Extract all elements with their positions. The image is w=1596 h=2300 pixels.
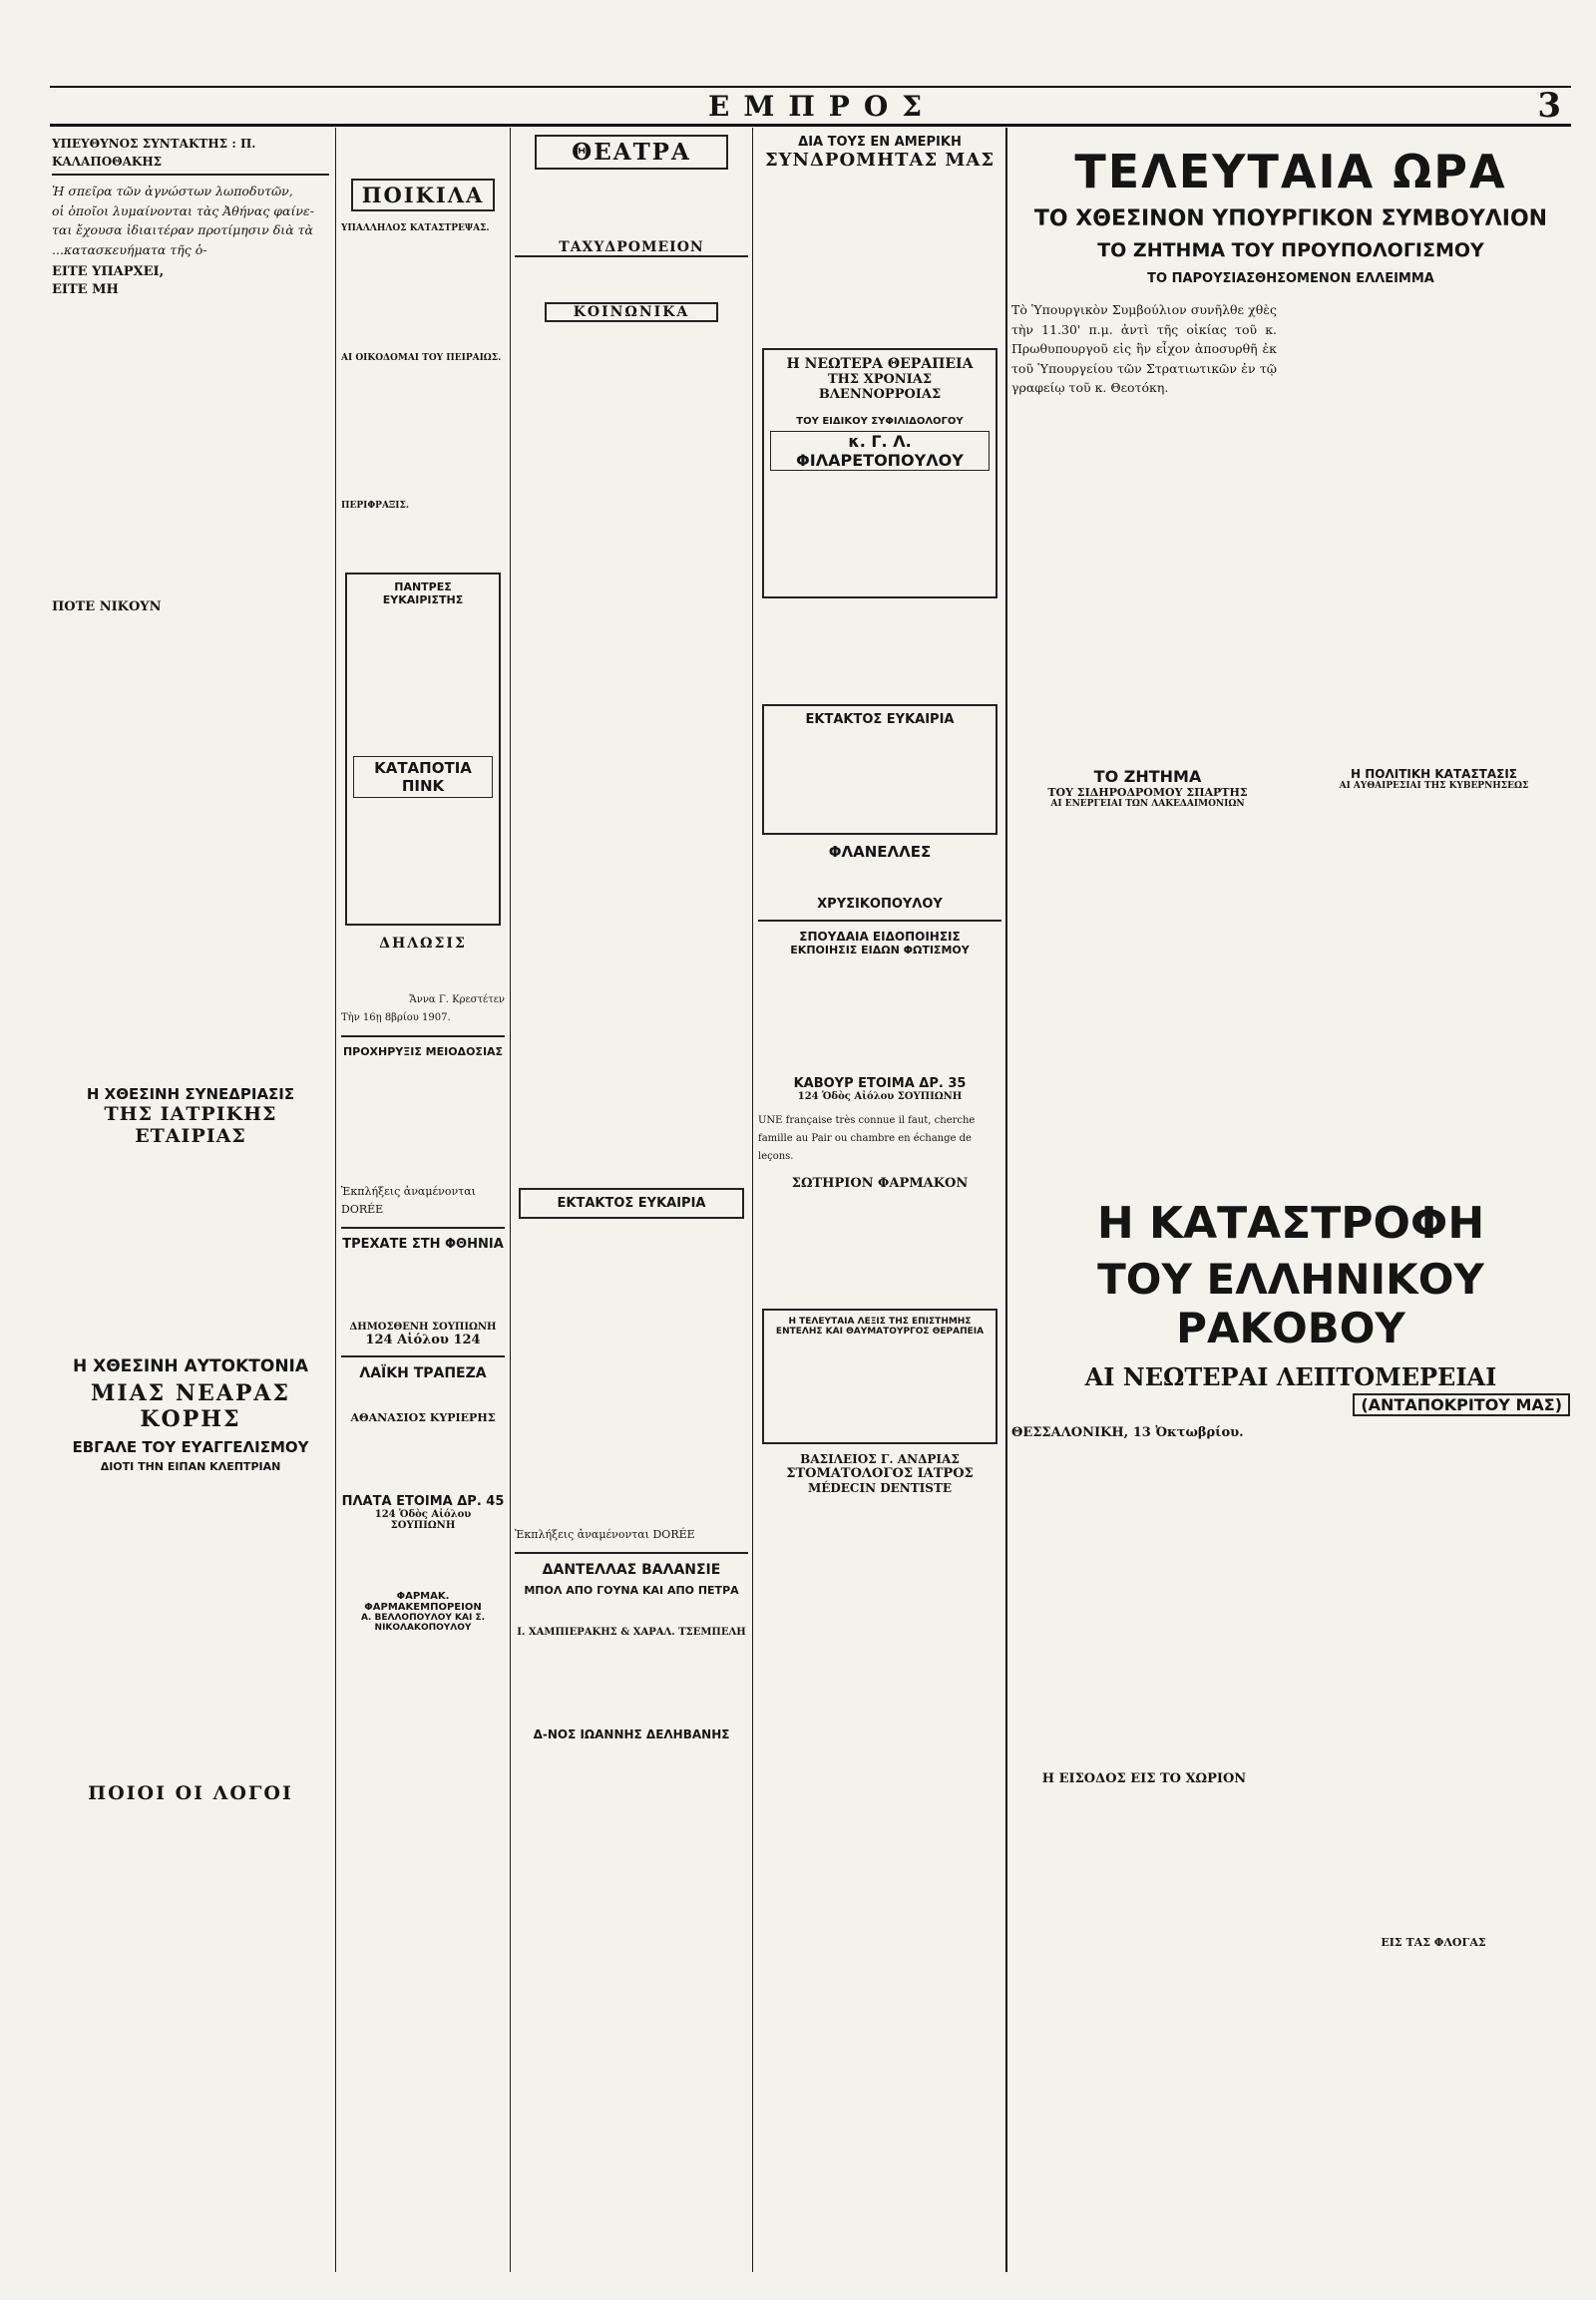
- masthead: [50, 86, 1571, 127]
- article-subheadline: ΑΙ ΑΥΘΑΙΡΕΣΙΑΙ ΤΗΣ ΚΥΒΕΡΝΗΣΕΩΣ: [1339, 780, 1529, 791]
- ad-title: ΠΑΝΤΡΕΣ ΕΥΚΑΙΡΙΣΤΗΣ: [382, 580, 464, 606]
- article-headline: ΜΙΑΣ ΝΕΑΡΑΣ ΚΟΡΗΣ: [90, 1380, 291, 1433]
- ad-title: ΣΩΤΗΡΙΟΝ ΦΑΡΜΑΚΟΝ: [791, 1176, 969, 1191]
- advertisement: [345, 573, 501, 926]
- section-heading: ΤΑΧΥΔΡΟΜΕΙΟΝ: [515, 239, 748, 257]
- ad-subtitle: ΕΝΤΕΛΗΣ ΚΑΙ ΘΑΥΜΑΤΟΥΡΓΟΣ ΘΕΡΑΠΕΙΑ: [775, 1327, 985, 1337]
- shop-name: Ι. ΧΑΜΠΙΕΡΑΚΗΣ & ΧΑΡΑΛ. ΤΣΕΜΠΕΛΗ: [517, 1627, 746, 1638]
- ad-title: Ἐκπλήξεις ἀναμένονται DORÉE: [515, 1528, 695, 1541]
- ad-title: ΤΗΣ ΧΡΟΝΙΑΣ ΒΛΕΝΝΟΡΡΟΙΑΣ: [818, 372, 942, 402]
- byline: ΥΠΕΥΘΥΝΟΣ ΣΥΝΤΑΚΤΗΣ : Π. ΚΑΛΑΠΟΘΑΚΗΣ: [52, 135, 329, 176]
- ad-title: ΦΛΑΝΕΛΛΕΣ: [828, 843, 932, 861]
- section-label: ΕΙΤΕ ΜΗ: [52, 282, 119, 298]
- advertisement: [762, 704, 998, 835]
- ad-subtitle: ΜΠΟΛ ΑΠΟ ΓΟΥΝΑ ΚΑΙ ΑΠΟ ΠΕΤΡΑ: [524, 1584, 739, 1597]
- article-headline: ΔΙΑ ΤΟΥΣ ΕΝ ΑΜΕΡΙΚΗ: [798, 135, 962, 150]
- section-heading: ΠΟΙΚΙΛΑ: [351, 179, 495, 211]
- article-subheadline: ΔΙΟΤΙ ΤΗΝ ΕΙΠΑΝ ΚΛΕΠΤΡΙΑΝ: [100, 1460, 281, 1474]
- advertisement: [762, 1309, 998, 1444]
- ad-title: Η ΝΕΩΤΕΡΑ ΘΕΡΑΠΕΙΑ: [786, 356, 974, 372]
- section-b: [1298, 767, 1570, 809]
- classified-ad: UNE française très connue il faut, cherche famille au Pair ou chambre en échange de leçons.: [758, 1115, 976, 1162]
- ad-title: Ἐκπλήξεις ἀναμένονται DORÉE: [341, 1185, 476, 1216]
- item-heading: ΑΙ ΟΙΚΟΔΟΜΑΙ ΤΟΥ ΠΕΙΡΑΙΩΣ.: [341, 353, 502, 363]
- item-heading: ΠΡΟΧΗΡΥΞΙΣ ΜΕΙΟΔΟΣΙΑΣ: [342, 1045, 504, 1058]
- main-subheadline: ΤΟ ΧΘΕΣΙΝΟΝ ΥΠΟΥΡΓΙΚΟΝ ΣΥΜΒΟΥΛΙΟΝ: [1033, 206, 1548, 231]
- notice-signature: Ἄννα Γ. Κρεστέτεν: [409, 994, 505, 1005]
- ad-title: κ. Γ. Λ. ΦΙΛΑΡΕΤΟΠΟΥΛΟΥ: [770, 431, 990, 471]
- ad-title: ΣΠΟΥΔΑΙΑ ΕΙΔΟΠΟΙΗΣΙΣ: [799, 930, 961, 944]
- section-label: ΠΟΤΕ ΝΙΚΟΥΝ: [52, 599, 162, 615]
- main-subheadline: ΑΙ ΝΕΩΤΕΡΑΙ ΛΕΠΤΟΜΕΡΕΙΑΙ: [1084, 1361, 1497, 1391]
- ad-title: ΤΡΕΧΑΤΕ ΣΤΗ ΦΘΗΝΙΑ: [342, 1237, 504, 1252]
- ad-title: ΚΑΤΑΠΟΤΙΑ ΠΙΝΚ: [353, 756, 493, 798]
- main-headline: ΤΕΛΕΥΤΑΙΑ ΩΡΑ: [1074, 145, 1507, 198]
- section-heading: ΚΟΙΝΩΝΙΚΑ: [545, 302, 718, 322]
- column-divider: [1005, 128, 1007, 2272]
- ad-subtitle: ΤΟΥ ΕΙΔΙΚΟΥ ΣΥΦΙΛΙΔΟΛΟΓΟΥ: [796, 416, 964, 427]
- article-headline: Η ΧΘΕΣΙΝΗ ΑΥΤΟΚΤΟΝΙΑ: [72, 1356, 309, 1377]
- column-divider: [335, 128, 336, 2272]
- ad-subtitle: MÉDECIN DENTISTE: [807, 1481, 953, 1495]
- section-heading: ΘΕΑΤΡΑ: [535, 135, 728, 170]
- article-subheadline: Η ΕΙΣΟΔΟΣ ΕΙΣ ΤΟ ΧΩΡΙΟΝ: [1041, 1770, 1247, 1786]
- ad-title: ΕΚΤΑΚΤΟΣ ΕΥΚΑΙΡΙΑ: [805, 712, 955, 727]
- main-headline: ΤΟΥ ΕΛΛΗΝΙΚΟΥ ΡΑΚΟΒΟΥ: [1097, 1254, 1484, 1352]
- column-divider: [752, 128, 753, 2272]
- column-5: [1011, 135, 1570, 2279]
- article-headline: Η ΧΘΕΣΙΝΗ ΣΥΝΕΔΡΙΑΣΙΣ: [86, 1085, 295, 1104]
- ad-title: ΚΑΒΟΥΡ ΕΤΟΙΜΑ ΔΡ. 35: [793, 1076, 967, 1091]
- shop-address: 124 Αἰόλου 124: [365, 1333, 481, 1347]
- page-number: 3: [1537, 86, 1561, 126]
- column-divider: [510, 128, 511, 2272]
- ad-title: ΛΑΪΚΗ ΤΡΑΠΕΖΑ: [359, 1365, 487, 1381]
- ad-title: ΔΑΝΤΕΛΛΑΣ ΒΑΛΑΝΣΙΕ: [542, 1562, 721, 1578]
- column-3: [515, 135, 748, 2279]
- article-headline: ΠΟΙΟΙ ΟΙ ΛΟΓΟΙ: [88, 1782, 293, 1805]
- advertisement: [519, 1188, 744, 1219]
- shop-address: 124 Ὁδὸς Αἰόλου ΣΟΥΠΙΩΝΗ: [374, 1509, 472, 1531]
- ad-title: ΣΤΟΜΑΤΟΛΟΓΟΣ ΙΑΤΡΟΣ: [786, 1466, 974, 1481]
- section-label: ΕΙΤΕ ΥΠΑΡΧΕΙ,: [52, 264, 165, 280]
- correspondent-credit: (ΑΝΤΑΠΟΚΡΙΤΟΥ ΜΑΣ): [1353, 1393, 1570, 1416]
- main-subheadline: ΤΟ ΖΗΤΗΜΑ ΤΟΥ ΠΡΟΥΠΟΛΟΓΙΣΜΟΥ: [1097, 239, 1484, 261]
- ad-title: ΠΛΑΤΑ ΕΤΟΙΜΑ ΔΡ. 45: [341, 1494, 505, 1509]
- article-text: Ἡ σπεῖρα τῶν ἀγνώστων λωποδυτῶν, οἱ ὁποῖοι λυμαίνονται τὰς Ἀθήνας φαίνε- ται ἔχουσα ἰδιαιτέραν προτίμησιν διὰ τὰ ...κατασκευήματα τῆς ὁ-: [52, 184, 314, 257]
- article-headline: ΕΒΓΑΛΕ ΤΟΥ ΕΥΑΓΓΕΛΙΣΜΟΥ: [72, 1438, 309, 1457]
- section-row: [1011, 767, 1570, 809]
- column-1: [52, 135, 329, 2279]
- article-lead: Τὸ Ὑπουργικὸν Συμβούλιον συνῆλθε χθὲς τὴν 11.30' π.μ. ἀντὶ τῆς οἰκίας τοῦ κ. Πρωθυπουργοῦ εἰς ἣν εἶχον ἀποσυρθῆ ἐκ τοῦ Ὑπουργείου τῶν Στρατιωτικῶν ἐν τῷ γραφείῳ τοῦ κ. Θεοτόκη.: [1011, 302, 1277, 396]
- main-headline: Η ΚΑΤΑΣΤΡΟΦΗ: [1096, 1197, 1485, 1249]
- article-headline: ΤΗΣ ΙΑΤΡΙΚΗΣ ΕΤΑΙΡΙΑΣ: [104, 1103, 277, 1148]
- article-subheadline: ΑΙ ΕΝΕΡΓΕΙΑΙ ΤΩΝ ΛΑΚΕΔΑΙΜΟΝΙΩΝ: [1050, 798, 1245, 809]
- ad-subtitle: ΕΚΠΟΙΗΣΙΣ ΕΙΔΩΝ ΦΩΤΙΣΜΟΥ: [790, 944, 970, 957]
- ad-title: ΦΑΡΜΑΚ. ΦΑΡΜΑΚΕΜΠΟΡΕΙΟΝ: [364, 1591, 482, 1613]
- ad-title: ΒΑΣΙΛΕΙΟΣ Γ. ΑΝΔΡΙΑΣ: [800, 1452, 960, 1466]
- ad-title: Δ-ΝΟΣ ΙΩΑΝΝΗΣ ΔΕΛΗΒΑΝΗΣ: [533, 1727, 730, 1741]
- shop-address: 124 Ὁδὸς Αἰόλου ΣΟΥΠΙΩΝΗ: [797, 1091, 963, 1102]
- article-headline: ΣΥΝΔΡΟΜΗΤΑΣ ΜΑΣ: [764, 150, 996, 171]
- article-headline: ΤΟ ΖΗΤΗΜΑ: [1093, 766, 1202, 786]
- correspondent-wrap: [1011, 1395, 1570, 1414]
- shop-name: ΔΗΜΟΣΘΕΝΗ ΣΟΥΠΙΩΝΗ: [349, 1322, 497, 1333]
- article-subheadline: ΤΟΥ ΣΙΔΗΡΟΔΡΟΜΟΥ ΣΠΑΡΤΗΣ: [1047, 785, 1248, 799]
- section-a: [1011, 767, 1284, 809]
- item-heading: ΠΕΡΙΦΡΑΞΙΣ.: [341, 501, 409, 511]
- dateline: ΘΕΣΣΑΛΟΝΙΚΗ, 13 Ὀκτωβρίου.: [1011, 1424, 1244, 1440]
- notice-date: Τὴν 16ῃ 8βρίου 1907.: [341, 1012, 451, 1023]
- shop-name: ΧΡΥΣΙΚΟΠΟΥΛΟΥ: [817, 897, 943, 912]
- newspaper-title: ΕΜΠΡΟΣ: [708, 90, 937, 123]
- ad-title: Α. ΒΕΛΛΟΠΟΥΛΟΥ ΚΑΙ Σ. ΝΙΚΟΛΑΚΟΠΟΥΛΟΥ: [360, 1613, 486, 1633]
- main-subheadline: ΤΟ ΠΑΡΟΥΣΙΑΣΘΗΣΟΜΕΝΟΝ ΕΛΛΕΙΜΜΑ: [1147, 271, 1434, 286]
- ad-title: ΕΚΤΑΚΤΟΣ ΕΥΚΑΙΡΙΑ: [557, 1196, 706, 1211]
- advertisement: [762, 348, 998, 598]
- article-subheadline: ΕΙΣ ΤΑΣ ΦΛΟΓΑΣ: [1381, 1935, 1486, 1949]
- ad-title: Η ΤΕΛΕΥΤΑΙΑ ΛΕΞΙΣ ΤΗΣ ΕΠΙΣΤΗΜΗΣ: [788, 1317, 972, 1327]
- article-headline: Η ΠΟΛΙΤΙΚΗ ΚΑΤΑΣΤΑΣΙΣ: [1351, 766, 1517, 781]
- column-4: [758, 135, 1001, 2279]
- notice-heading: ΔΗΛΩΣΙΣ: [379, 936, 467, 952]
- item-heading: ΥΠΑΛΛΗΛΟΣ ΚΑΤΑΣΤΡΕΨΑΣ.: [341, 223, 490, 233]
- column-2: [341, 135, 505, 2279]
- ad-title: ΑΘΑΝΑΣΙΟΣ ΚΥΡΙΕΡΗΣ: [350, 1411, 496, 1424]
